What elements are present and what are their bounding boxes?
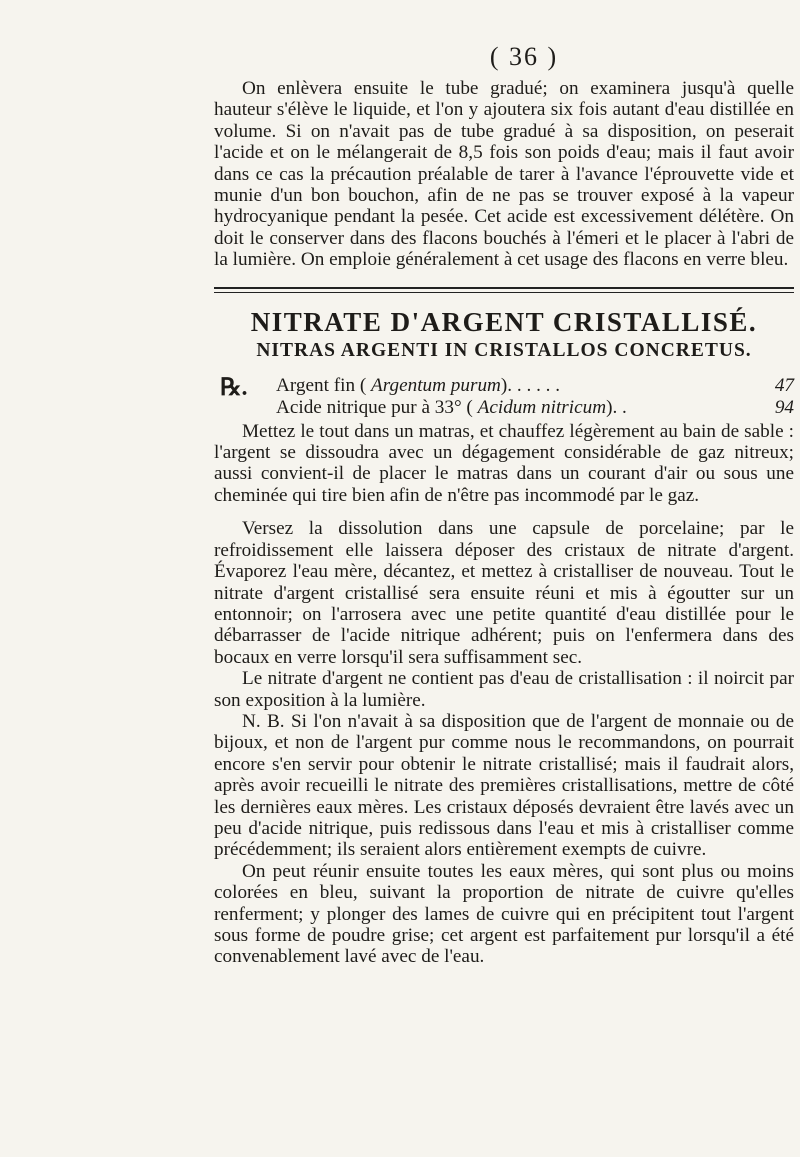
ingredient-close: ). xyxy=(500,374,513,396)
section-subtitle: NITRAS ARGENTI IN CRISTALLOS CONCRETUS. xyxy=(256,339,752,361)
ingredient-latin: Acidum nitricum xyxy=(477,396,607,418)
intro-paragraph: On enlèvera ensuite le tube gradué; on examinera jusqu'à quelle hauteur s'élève le liquide, et l'on y ajoutera six fois autant d'eau distillée en volume. Si on n'avait pas de tube gradué à sa disposition, on peserait l'acide et on le mélangerait de 8,5 fois son poids d'eau; mais il faut avoir dans ce cas la précaution préalable de tarer à l'avance l'éprouvette vide et munie d'un bon bouchon, afin de ne pas se trouver exposé à la vapeur hydrocyanique pendant la pesée. Cet acide est excessivement délétère. On doit le conserver dans des flacons bouchés à l'émeri et le placer à l'abri de la lumière. On emploie généralement à cet usage des flacons en verre bleu. xyxy=(214,78,794,271)
body-paragraph: On peut réunir ensuite toutes les eaux mères, qui sont plus ou moins colorées en bleu, suivant la proportion de nitrate de cuivre qu'elles renferment; y plonger des lames de cuivre qui en précipitent tout l'argent sous forme de poudre grise; cet argent est parfaitement pur lorsqu'il a été convenablement lavé avec de l'eau. xyxy=(214,860,794,968)
book-page xyxy=(214,42,794,968)
recipe-symbol: ℞. xyxy=(220,374,248,401)
ingredient-name: Argent fin ( xyxy=(276,374,367,396)
ingredient-latin: Argentum purum xyxy=(371,374,501,396)
ingredient-row xyxy=(214,374,794,401)
ingredient-dots: . . . . . xyxy=(516,374,561,396)
body-paragraph: Le nitrate d'argent ne contient pas d'eau de cristallisation : il noircit par son exposition à la lumière. xyxy=(214,668,794,711)
page-number: ( 36 ) xyxy=(489,42,559,71)
ingredient-dots: . xyxy=(622,396,627,418)
ingredient-quantity: 47 xyxy=(774,374,794,396)
section-rule-thin xyxy=(214,292,794,293)
ingredient-row xyxy=(214,397,794,419)
ingredient-close: ). xyxy=(606,396,618,418)
body-paragraph: Versez la dissolution dans une capsule de porcelaine; par le refroidissement elle laissera déposer des cristaux de nitrate d'argent. Évaporez l'eau mère, décantez, et mettez à cristalliser de nouveau. Tout le nitrate d'argent cristallisé sera ensuite réuni et mis à égoutter sur un entonnoir; on l'arrosera avec une petite quantité d'eau distillée pour le débarrasser de l'acide nitrique adhérent; puis on l'enfermera dans des bocaux en verre lorsqu'il sera suffisamment sec. xyxy=(214,518,794,668)
ingredient-name: Acide nitrique pur à 33° ( xyxy=(276,396,473,418)
ingredient-quantity: 94 xyxy=(774,396,794,418)
recipe-block xyxy=(214,375,794,419)
body-paragraph: Mettez le tout dans un matras, et chauffez légèrement au bain de sable : l'argent se dissoudra avec un dégagement considérable de gaz nitreux; aussi convient-il de placer le matras dans un courant d'air ou sous une cheminée qui tire bien afin de n'être pas incommodé par le gaz. xyxy=(214,420,794,506)
section-title: NITRATE D'ARGENT CRISTALLISÉ. xyxy=(250,306,758,337)
section-rule-thick xyxy=(214,287,794,289)
note-paragraph: N. B. Si l'on n'avait à sa disposition que de l'argent de monnaie ou de bijoux, et non de l'argent pur comme nous le recommandons, on pourrait encore s'en servir pour obtenir le nitrate cristallisé; mais il faudrait alors, après avoir recueilli le nitrate des premières cristallisations, mettre de côté les dernières eaux mères. Les cristaux déposés devraient être lavés avec un peu d'acide nitrique, puis redissous dans l'eau et mis à cristalliser comme précédemment; ils seraient alors entièrement exempts de cuivre. xyxy=(214,710,794,861)
